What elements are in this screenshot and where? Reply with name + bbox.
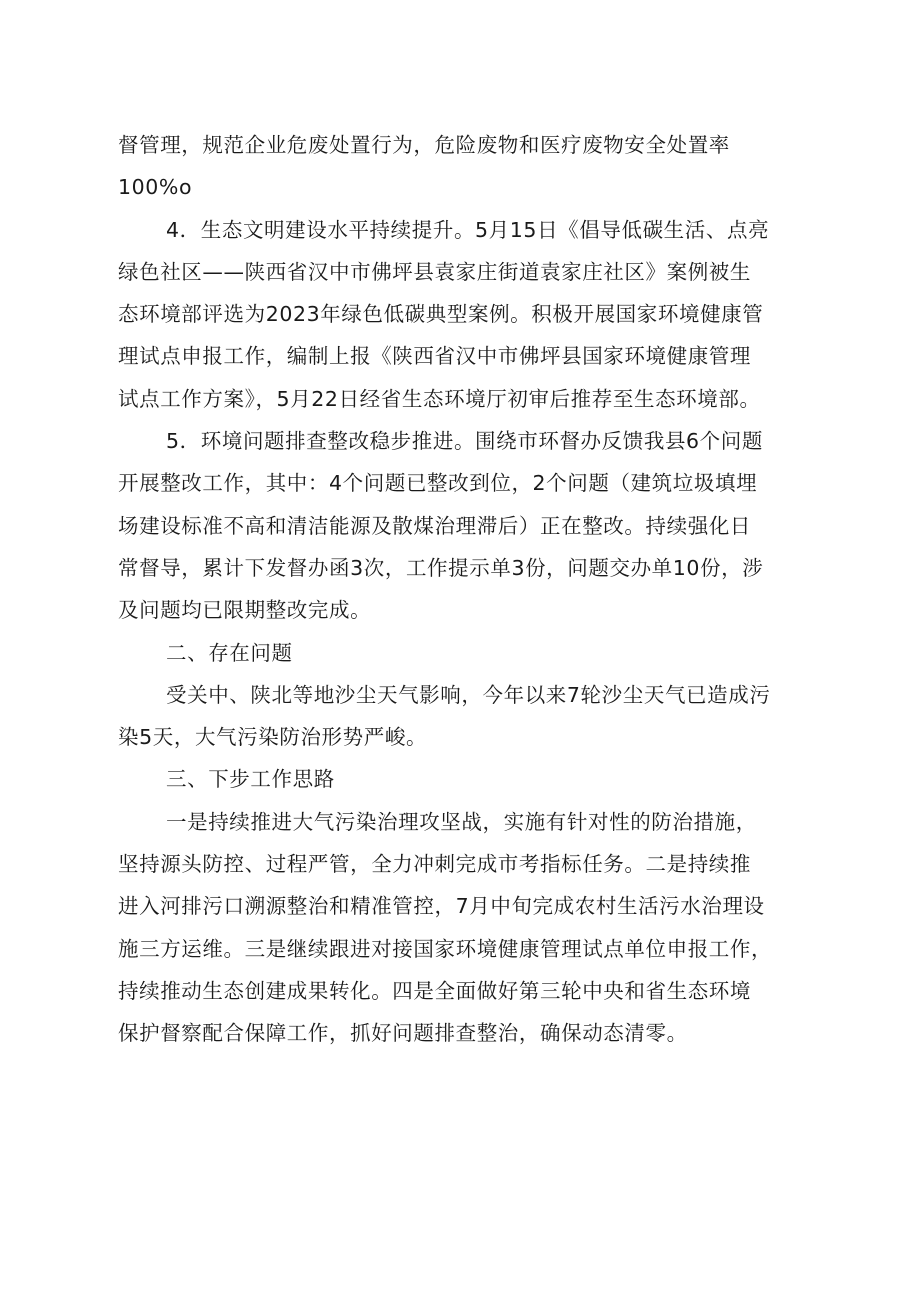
text-line: 施三方运维。三是继续跟进对接国家环境健康管理试点单位申报工作， bbox=[118, 936, 773, 961]
text-line: 坚持源头防控、过程严管，全力冲刺完成市考指标任务。二是持续推 bbox=[118, 852, 751, 877]
text-line: 态环境部评选为2023年绿色低碳典型案例。积极开展国家环境健康管 bbox=[118, 302, 764, 327]
text-line: 督管理，规范企业危废处置行为，危险废物和医疗废物安全处置率 bbox=[118, 133, 730, 157]
text-line: 试点工作方案》，5月22日经省生态环境厅初审后推荐至生态环境部。 bbox=[118, 386, 761, 411]
text-line: 受关中、陕北等地沙尘天气影响，今年以来7轮沙尘天气已造成污 bbox=[166, 682, 771, 707]
section-heading-problems: 二、存在问题 bbox=[166, 640, 293, 665]
text-line: 场建设标准不高和清洁能源及散煤治理滞后）正在整改。持续强化日 bbox=[118, 513, 751, 538]
text-line: 100%o bbox=[118, 175, 193, 200]
paragraph-heading-4: 4．生态文明建设水平持续提升。5月15日《倡导低碳生活、点亮 bbox=[166, 217, 770, 242]
text-line: 常督导，累计下发督办函3次，工作提示单3份，问题交办单10份，涉 bbox=[118, 555, 764, 580]
text-line: 理试点申报工作，编制上报《陕西省汉中市佛坪县国家环境健康管理 bbox=[118, 344, 751, 369]
text-line: 持续推动生态创建成果转化。四是全面做好第三轮中央和省生态环境 bbox=[118, 978, 751, 1003]
text-line: 及问题均已限期整改完成。 bbox=[118, 598, 372, 623]
text-line: 绿色社区——陕西省汉中市佛坪县袁家庄街道袁家庄社区》案例被生 bbox=[118, 259, 751, 284]
text-line: 开展整改工作，其中：4个问题已整改到位，2个问题（建筑垃圾填埋 bbox=[118, 471, 758, 496]
text-line: 一是持续推进大气污染治理攻坚战，实施有针对性的防治措施， bbox=[166, 809, 757, 834]
text-line: 染5天，大气污染防治形势严峻。 bbox=[118, 725, 428, 750]
text-line: 进入河排污口溯源整治和精准管控，7月中旬完成农村生活污水治理设 bbox=[118, 894, 765, 919]
paragraph-heading-5: 5．环境问题排查整改稳步推进。围绕市环督办反馈我县6个问题 bbox=[166, 429, 763, 454]
text-line: 保护督察配合保障工作，抓好问题排查整治，确保动态清零。 bbox=[118, 1021, 688, 1046]
document-body bbox=[118, 124, 818, 1055]
section-heading-next-steps: 三、下步工作思路 bbox=[166, 767, 335, 792]
